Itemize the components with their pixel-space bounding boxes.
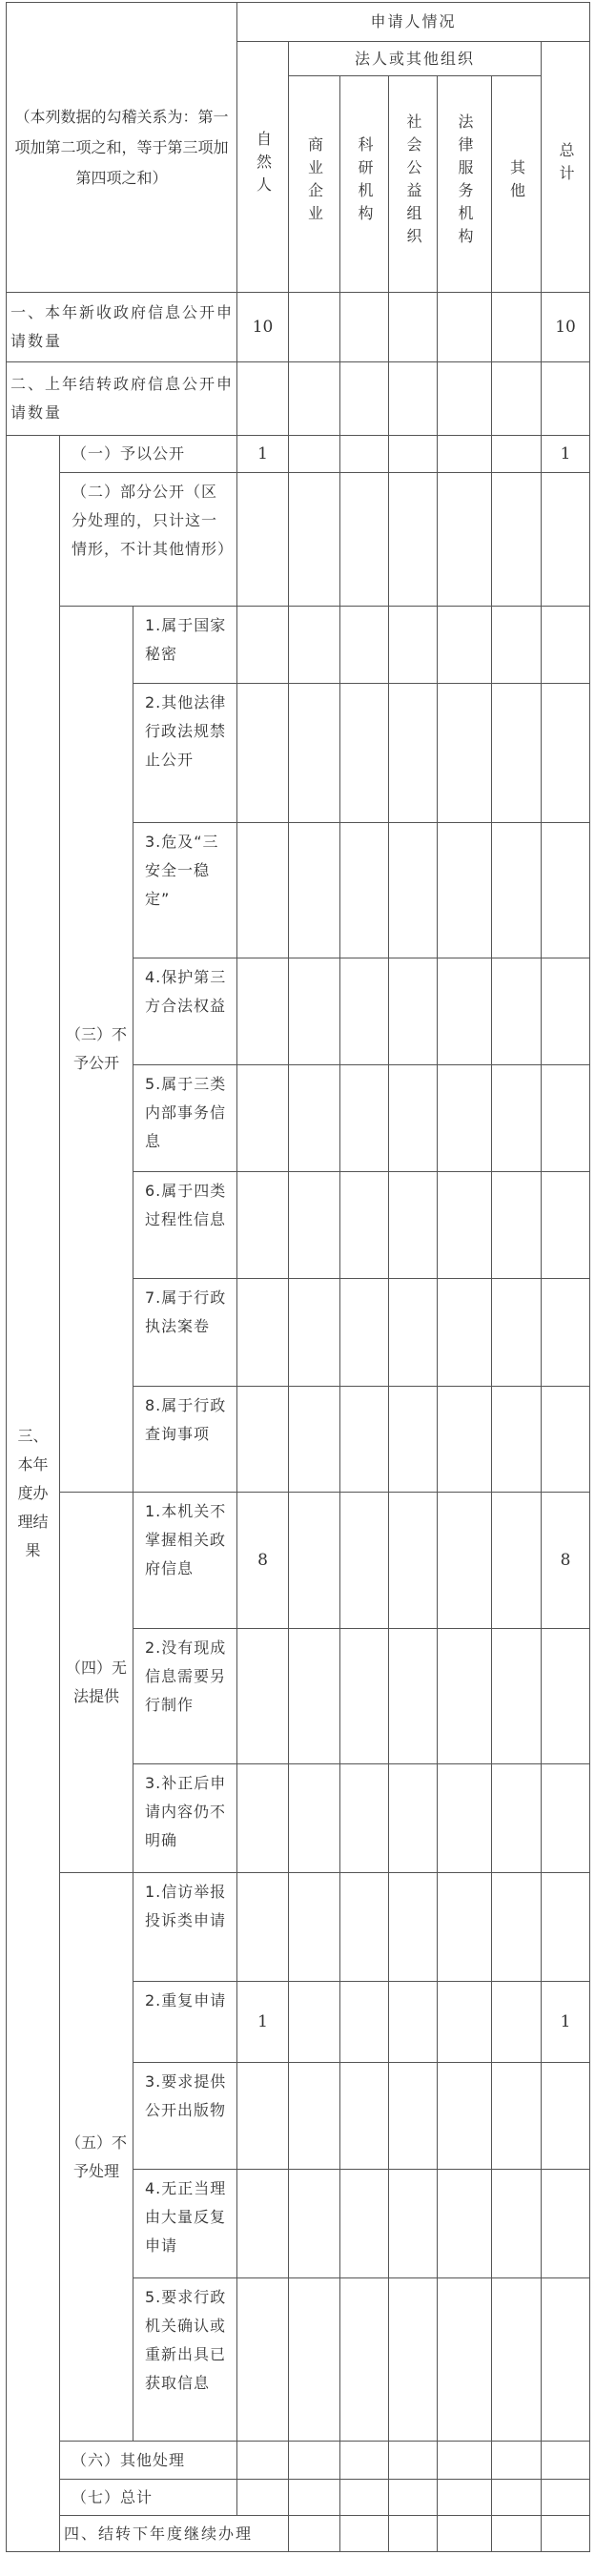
cell-empty — [542, 1387, 590, 1493]
disclosure-table-container — [6, 2, 589, 2552]
cell-empty — [492, 473, 542, 607]
cell-empty — [492, 1172, 542, 1279]
cell-empty — [542, 2278, 590, 2442]
cell-empty — [438, 958, 492, 1065]
unable-group: （四）无法提供 — [60, 1493, 133, 1873]
cell-empty — [492, 2480, 542, 2516]
cell-empty — [389, 2063, 438, 2170]
cell-empty — [389, 473, 438, 607]
cell-empty — [289, 2278, 340, 2442]
cell-empty — [289, 1172, 340, 1279]
cell-empty — [438, 2278, 492, 2442]
row-label: 1.本机关不掌握相关政府信息 — [133, 1493, 237, 1629]
cell-empty — [289, 1764, 340, 1873]
row-label: 8.属于行政查询事项 — [133, 1387, 237, 1493]
cell-empty — [438, 1764, 492, 1873]
legal-service-header — [438, 76, 492, 293]
cell-empty — [492, 436, 542, 473]
cell-empty — [237, 684, 289, 823]
cell-empty — [438, 1279, 492, 1387]
cell-empty — [492, 1493, 542, 1629]
cell-empty — [340, 436, 389, 473]
cell-empty — [542, 2480, 590, 2516]
cell-empty — [237, 1172, 289, 1279]
cell-empty — [289, 2063, 340, 2170]
cell-empty — [340, 1279, 389, 1387]
cell-empty — [438, 1493, 492, 1629]
cell-empty — [542, 958, 590, 1065]
cell-empty — [289, 436, 340, 473]
cell-total: 1 — [542, 436, 590, 473]
cell-empty — [389, 2442, 438, 2480]
cell-total: 8 — [542, 1493, 590, 1629]
other-header — [492, 76, 542, 293]
total-header — [542, 42, 590, 293]
cell-empty — [340, 1764, 389, 1873]
natural-person-header — [237, 42, 289, 293]
row-label: 3.补正后申请内容仍不明确 — [133, 1764, 237, 1873]
cell-empty — [340, 684, 389, 823]
row-label: （七）总计 — [60, 2480, 237, 2516]
row-label: （六）其他处理 — [60, 2442, 237, 2480]
commercial-header — [289, 76, 340, 293]
row-label: 2.其他法律行政法规禁止公开 — [133, 684, 237, 823]
cell-empty — [289, 1387, 340, 1493]
cell-empty — [542, 684, 590, 823]
cell-empty — [389, 1493, 438, 1629]
cell-empty — [492, 293, 542, 362]
cell-empty — [340, 2480, 389, 2516]
cell-empty — [389, 2170, 438, 2278]
cell-empty — [289, 1493, 340, 1629]
cell-empty — [237, 1065, 289, 1172]
cell-empty — [492, 823, 542, 958]
cell-empty — [289, 1065, 340, 1172]
cell-empty — [237, 2170, 289, 2278]
cell-empty — [492, 2516, 542, 2552]
cell-empty — [492, 2442, 542, 2480]
table-row — [7, 607, 590, 684]
cell-empty — [492, 1065, 542, 1172]
cell-empty — [492, 1873, 542, 1982]
cell-empty — [389, 1873, 438, 1982]
cell-empty — [237, 2063, 289, 2170]
cell-empty — [340, 1493, 389, 1629]
cell-empty — [237, 958, 289, 1065]
cell-empty — [340, 293, 389, 362]
cell-empty — [438, 473, 492, 607]
row-label: 1.属于国家秘密 — [133, 607, 237, 684]
research-header — [340, 76, 389, 293]
cell-empty — [237, 607, 289, 684]
cell-empty — [438, 1387, 492, 1493]
cell-empty — [438, 607, 492, 684]
research-label: 科研机构 — [356, 136, 375, 228]
disclosure-statistics-table — [6, 2, 590, 2552]
cell-empty — [542, 607, 590, 684]
cell-empty — [237, 2442, 289, 2480]
cell-empty — [340, 1172, 389, 1279]
cell-empty — [389, 436, 438, 473]
cell-empty — [389, 1764, 438, 1873]
cell-empty — [438, 436, 492, 473]
cell-empty — [492, 1982, 542, 2063]
table-row — [7, 293, 590, 362]
cell-empty — [340, 2170, 389, 2278]
cell-empty — [340, 823, 389, 958]
row-label: 2.重复申请 — [133, 1982, 237, 2063]
cell-empty — [438, 1065, 492, 1172]
cell-empty — [340, 362, 389, 436]
cell-empty — [289, 2480, 340, 2516]
cell-empty — [289, 473, 340, 607]
cell-empty — [492, 2170, 542, 2278]
row-label: 4.无正当理由大量反复申请 — [133, 2170, 237, 2278]
cell-empty — [289, 1279, 340, 1387]
cell-natural: 10 — [237, 293, 289, 362]
cell-empty — [289, 293, 340, 362]
other-label: 其他 — [507, 159, 526, 205]
table-row — [7, 1493, 590, 1629]
cell-empty — [542, 473, 590, 607]
cell-empty — [340, 1873, 389, 1982]
cell-empty — [237, 1873, 289, 1982]
cell-empty — [492, 362, 542, 436]
cell-empty — [237, 2480, 289, 2516]
row-label: 1.信访举报投诉类申请 — [133, 1873, 237, 1982]
table-row — [7, 2442, 590, 2480]
cell-empty — [389, 1982, 438, 2063]
cell-empty — [492, 2063, 542, 2170]
cell-total: 10 — [542, 293, 590, 362]
commercial-label: 商业企业 — [305, 136, 324, 228]
applicant-situation-header: 申请人情况 — [237, 3, 590, 42]
cell-empty — [289, 1873, 340, 1982]
cell-empty — [389, 2480, 438, 2516]
table-note: （本列数据的勾稽关系为：第一项加第二项之和，等于第三项加第四项之和） — [14, 107, 229, 187]
cell-empty — [542, 1172, 590, 1279]
cell-empty — [542, 362, 590, 436]
cell-empty — [438, 1172, 492, 1279]
cell-empty — [438, 2516, 492, 2552]
cell-empty — [237, 1279, 289, 1387]
cell-empty — [438, 1873, 492, 1982]
row-label: 3.要求提供公开出版物 — [133, 2063, 237, 2170]
cell-empty — [438, 2442, 492, 2480]
cell-empty — [492, 1387, 542, 1493]
cell-empty — [542, 2063, 590, 2170]
not-handle-group: （五）不予处理 — [60, 1873, 133, 2442]
cell-empty — [289, 2442, 340, 2480]
table-row — [7, 362, 590, 436]
row-label: 6.属于四类过程性信息 — [133, 1172, 237, 1279]
cell-empty — [340, 2063, 389, 2170]
cell-total: 1 — [542, 1982, 590, 2063]
cell-empty — [340, 473, 389, 607]
cell-empty — [237, 1387, 289, 1493]
row-label: 5.属于三类内部事务信息 — [133, 1065, 237, 1172]
cell-empty — [492, 607, 542, 684]
natural-person-label: 自然人 — [254, 131, 273, 199]
cell-empty — [492, 684, 542, 823]
cell-empty — [389, 823, 438, 958]
cell-empty — [438, 684, 492, 823]
row-label: 四、结转下年度继续办理 — [60, 2516, 289, 2552]
cell-empty — [542, 2170, 590, 2278]
row-label: 4.保护第三方合法权益 — [133, 958, 237, 1065]
cell-empty — [289, 362, 340, 436]
cell-empty — [289, 2170, 340, 2278]
row-label: 7.属于行政执法案卷 — [133, 1279, 237, 1387]
table-row — [7, 2480, 590, 2516]
cell-natural: 1 — [237, 436, 289, 473]
row-label: （二）部分公开（区分处理的，只计这一情形，不计其他情形） — [60, 473, 237, 607]
table-row — [7, 2516, 590, 2552]
cell-empty — [438, 823, 492, 958]
cell-empty — [542, 2442, 590, 2480]
cell-empty — [389, 362, 438, 436]
not-open-group: （三）不予公开 — [60, 607, 133, 1493]
cell-empty — [542, 1873, 590, 1982]
cell-empty — [340, 1629, 389, 1764]
cell-empty — [389, 1629, 438, 1764]
cell-empty — [389, 1279, 438, 1387]
row-label: （一）予以公开 — [60, 436, 237, 473]
cell-empty — [389, 684, 438, 823]
cell-empty — [389, 1172, 438, 1279]
row-label: 一、本年新收政府信息公开申请数量 — [7, 293, 237, 362]
cell-empty — [289, 958, 340, 1065]
row-label: 3.危及“三安全一稳定” — [133, 823, 237, 958]
cell-empty — [340, 958, 389, 1065]
cell-natural: 8 — [237, 1493, 289, 1629]
row-label: 二、上年结转政府信息公开申请数量 — [7, 362, 237, 436]
row-label: 5.要求行政机关确认或重新出具已获取信息 — [133, 2278, 237, 2442]
cell-empty — [542, 1629, 590, 1764]
cell-empty — [492, 2278, 542, 2442]
cell-empty — [438, 2063, 492, 2170]
cell-empty — [237, 1629, 289, 1764]
total-label: 总计 — [557, 142, 576, 188]
cell-empty — [289, 1629, 340, 1764]
section-3-label: 三、本年度办理结果 — [17, 1427, 49, 1559]
cell-empty — [542, 1279, 590, 1387]
cell-empty — [438, 362, 492, 436]
cell-empty — [389, 2278, 438, 2442]
table-note-cell — [7, 3, 237, 293]
cell-empty — [492, 958, 542, 1065]
cell-empty — [340, 1387, 389, 1493]
cell-empty — [289, 1982, 340, 2063]
cell-empty — [237, 823, 289, 958]
cell-empty — [237, 362, 289, 436]
cell-empty — [492, 1764, 542, 1873]
cell-empty — [237, 1764, 289, 1873]
cell-empty — [438, 1629, 492, 1764]
cell-empty — [340, 1065, 389, 1172]
cell-empty — [492, 1629, 542, 1764]
cell-empty — [289, 823, 340, 958]
cell-empty — [542, 1764, 590, 1873]
cell-empty — [389, 607, 438, 684]
cell-empty — [389, 1065, 438, 1172]
cell-empty — [237, 2278, 289, 2442]
table-row — [7, 436, 590, 473]
cell-empty — [542, 1065, 590, 1172]
cell-empty — [289, 607, 340, 684]
social-welfare-header — [389, 76, 438, 293]
table-row — [7, 473, 590, 607]
cell-empty — [438, 1982, 492, 2063]
cell-empty — [389, 958, 438, 1065]
cell-empty — [389, 1387, 438, 1493]
cell-empty — [438, 2170, 492, 2278]
cell-empty — [237, 473, 289, 607]
cell-natural: 1 — [237, 1982, 289, 2063]
cell-empty — [340, 1982, 389, 2063]
legal-persons-header: 法人或其他组织 — [289, 42, 542, 76]
cell-empty — [438, 293, 492, 362]
legal-service-label: 法律服务机构 — [456, 113, 475, 251]
social-welfare-label: 社会公益组织 — [404, 113, 423, 251]
cell-empty — [289, 684, 340, 823]
table-row — [7, 1873, 590, 1982]
cell-empty — [340, 2442, 389, 2480]
cell-empty — [389, 2516, 438, 2552]
cell-empty — [340, 2278, 389, 2442]
cell-empty — [542, 2516, 590, 2552]
cell-empty — [492, 1279, 542, 1387]
cell-empty — [389, 293, 438, 362]
cell-empty — [340, 607, 389, 684]
section-3-cell — [7, 436, 60, 2552]
cell-empty — [289, 2516, 340, 2552]
cell-empty — [340, 2516, 389, 2552]
cell-empty — [438, 2480, 492, 2516]
cell-empty — [542, 823, 590, 958]
row-label: 2.没有现成信息需要另行制作 — [133, 1629, 237, 1764]
